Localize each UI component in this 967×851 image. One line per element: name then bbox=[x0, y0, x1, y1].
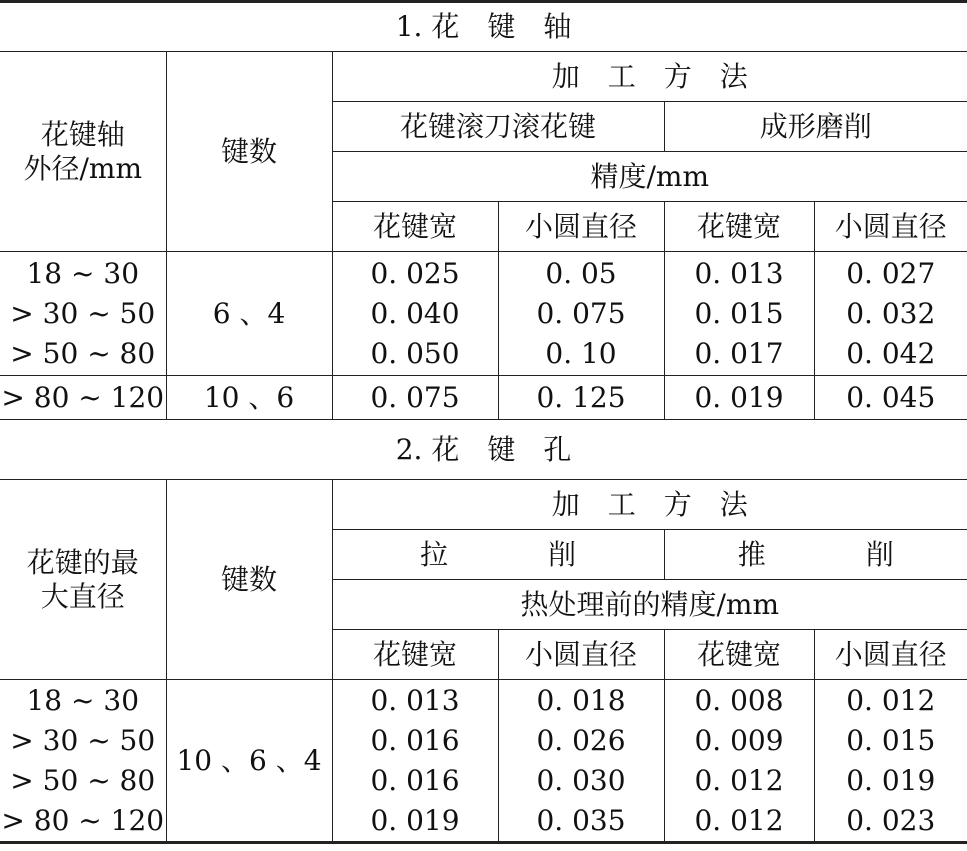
subheader-spline-width: 花键宽 bbox=[664, 202, 814, 252]
value: 0. 075 bbox=[536, 296, 626, 330]
broaching-char2: 削 bbox=[548, 537, 577, 571]
value: 0. 030 bbox=[536, 763, 626, 797]
header-max-diameter-line2: 大直径 bbox=[40, 579, 125, 613]
value-cell bbox=[498, 680, 664, 843]
value-cell bbox=[664, 252, 814, 376]
value: 0. 019 bbox=[370, 803, 460, 837]
header-max-diameter-line1: 花键的最 bbox=[26, 545, 139, 579]
value: 0. 013 bbox=[694, 256, 784, 290]
subheader-minor-diameter: 小圆直径 bbox=[814, 202, 967, 252]
key-count-value: 6 、4 bbox=[166, 252, 332, 376]
diameter-range-cell bbox=[0, 680, 166, 843]
value: 0. 012 bbox=[846, 683, 936, 717]
header-outer-diameter-line1: 花键轴 bbox=[40, 117, 125, 151]
diameter-range: 18 ~ 30 bbox=[26, 683, 140, 717]
value: 0. 016 bbox=[370, 723, 460, 757]
diameter-range: > 50 ~ 80 bbox=[10, 336, 156, 370]
subheader-minor-diameter: 小圆直径 bbox=[814, 630, 967, 680]
header-method-grinding: 成形磨削 bbox=[664, 102, 967, 152]
value: 0. 10 bbox=[545, 336, 617, 370]
header-precision: 精度/mm bbox=[332, 152, 967, 202]
value: 0. 008 bbox=[694, 683, 784, 717]
subheader-minor-diameter: 小圆直径 bbox=[498, 630, 664, 680]
key-count-value: 10 、6 bbox=[166, 376, 332, 420]
header-method: 加 工 方 法 bbox=[332, 52, 967, 102]
value: 0. 027 bbox=[846, 256, 936, 290]
subheader-spline-width: 花键宽 bbox=[332, 630, 498, 680]
broaching-char1: 拉 bbox=[419, 537, 448, 571]
value: 0. 009 bbox=[694, 723, 784, 757]
value: 0. 042 bbox=[846, 336, 936, 370]
diameter-range: > 50 ~ 80 bbox=[10, 763, 156, 797]
value: 0. 019 bbox=[664, 376, 814, 420]
section2-title: 2. 花 键 孔 bbox=[0, 420, 967, 480]
subheader-spline-width: 花键宽 bbox=[664, 630, 814, 680]
value-cell bbox=[814, 680, 967, 843]
value: 0. 016 bbox=[370, 763, 460, 797]
value: 0. 026 bbox=[536, 723, 626, 757]
value: 0. 05 bbox=[545, 256, 617, 290]
push-broaching-char1: 推 bbox=[737, 537, 766, 571]
value-cell bbox=[814, 252, 967, 376]
value: 0. 013 bbox=[370, 683, 460, 717]
diameter-range: > 30 ~ 50 bbox=[10, 723, 156, 757]
header-key-count: 键数 bbox=[166, 480, 332, 680]
section1-title: 1. 花 键 轴 bbox=[0, 2, 967, 52]
header-precision: 热处理前的精度/mm bbox=[332, 580, 967, 630]
subheader-minor-diameter: 小圆直径 bbox=[498, 202, 664, 252]
header-outer-diameter-line2: 外径/mm bbox=[23, 151, 143, 185]
diameter-range-cell bbox=[0, 252, 166, 376]
value: 0. 035 bbox=[536, 803, 626, 837]
value-cell bbox=[332, 680, 498, 843]
diameter-range: > 80 ~ 120 bbox=[1, 803, 165, 837]
value: 0. 050 bbox=[370, 336, 460, 370]
value: 0. 015 bbox=[846, 723, 936, 757]
value: 0. 075 bbox=[332, 376, 498, 420]
header-method: 加 工 方 法 bbox=[332, 480, 967, 530]
value-cell bbox=[498, 252, 664, 376]
subheader-spline-width: 花键宽 bbox=[332, 202, 498, 252]
value: 0. 017 bbox=[694, 336, 784, 370]
value-cell bbox=[664, 680, 814, 843]
value: 0. 015 bbox=[694, 296, 784, 330]
value: 0. 040 bbox=[370, 296, 460, 330]
value: 0. 023 bbox=[846, 803, 936, 837]
diameter-range: > 30 ~ 50 bbox=[10, 296, 156, 330]
header-method-push-broaching bbox=[664, 530, 967, 580]
diameter-range: > 80 ~ 120 bbox=[0, 376, 166, 420]
header-key-count: 键数 bbox=[166, 52, 332, 252]
value: 0. 019 bbox=[846, 763, 936, 797]
header-method-hobbing: 花键滚刀滚花键 bbox=[332, 102, 664, 152]
header-method-broaching bbox=[332, 530, 664, 580]
push-broaching-char2: 削 bbox=[865, 537, 894, 571]
value: 0. 012 bbox=[694, 803, 784, 837]
value-cell bbox=[332, 252, 498, 376]
value: 0. 025 bbox=[370, 256, 460, 290]
value: 0. 018 bbox=[536, 683, 626, 717]
value: 0. 125 bbox=[498, 376, 664, 420]
header-max-diameter bbox=[0, 480, 166, 680]
header-outer-diameter bbox=[0, 52, 166, 252]
key-count-value: 10 、6 、4 bbox=[166, 680, 332, 843]
value: 0. 045 bbox=[814, 376, 967, 420]
value: 0. 012 bbox=[694, 763, 784, 797]
value: 0. 032 bbox=[846, 296, 936, 330]
diameter-range: 18 ~ 30 bbox=[26, 256, 140, 290]
